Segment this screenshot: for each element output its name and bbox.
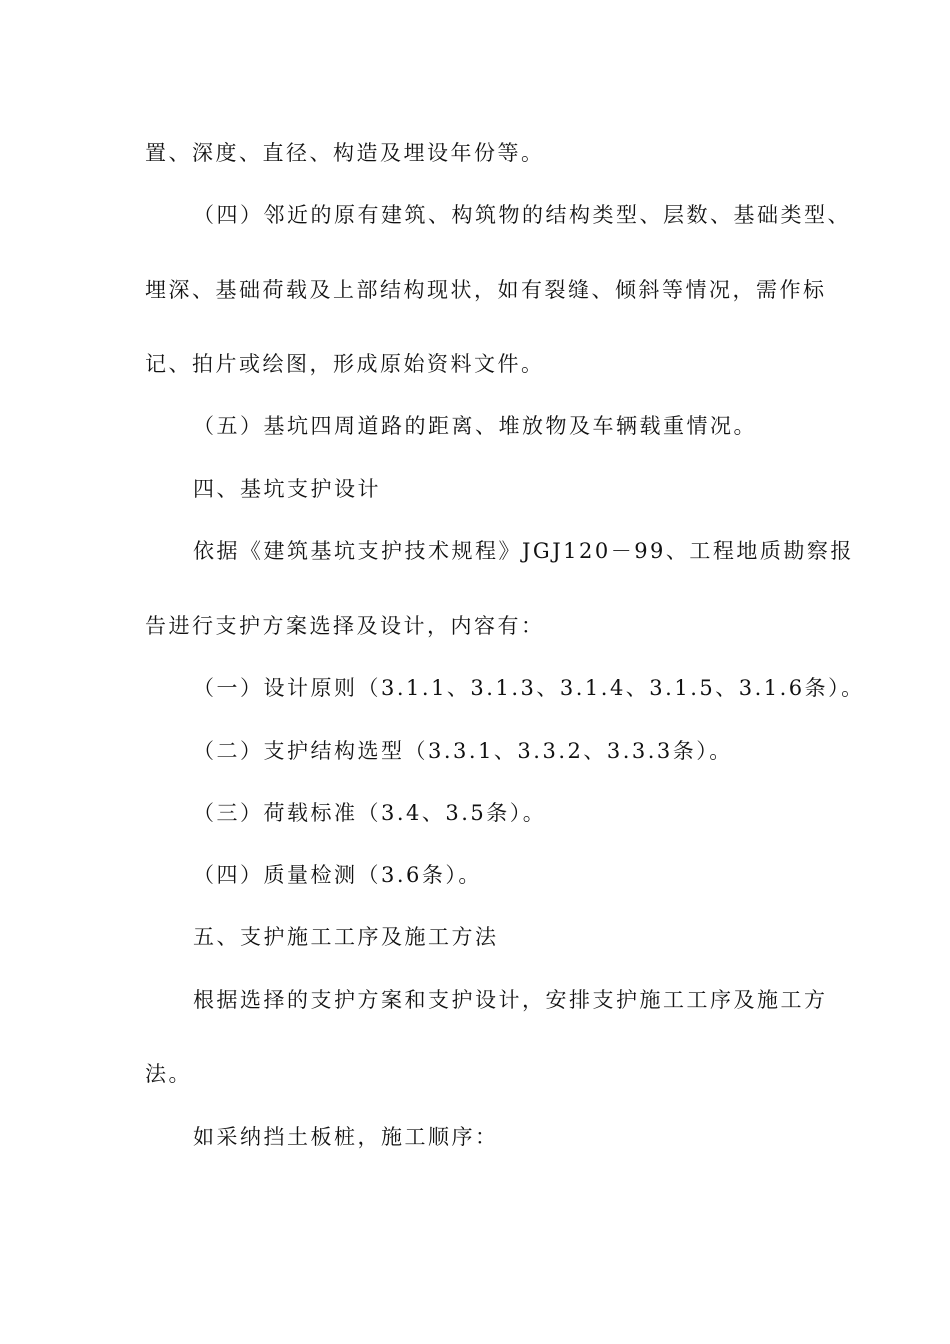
text-line: 记、拍片或绘图，形成原始资料文件。	[145, 352, 545, 376]
text-line: （四）邻近的原有建筑、构筑物的结构类型、层数、基础类型、	[193, 203, 851, 227]
text-line: 依据《建筑基坑支护技术规程》JGJ120－99、工程地质勘察报	[193, 539, 854, 563]
text-line: 置、深度、直径、构造及埋设年份等。	[145, 141, 545, 165]
list-item: （二）支护结构选型（3.3.1、3.3.2、3.3.3条）。	[193, 739, 733, 763]
text-line: 埋深、基础荷载及上部结构现状，如有裂缝、倾斜等情况，需作标	[145, 278, 827, 302]
list-item: （四）质量检测（3.6条）。	[193, 863, 482, 887]
text-line: （五）基坑四周道路的距离、堆放物及车辆载重情况。	[193, 414, 757, 438]
text-line: 法。	[145, 1062, 192, 1086]
text-line: 告进行支护方案选择及设计，内容有：	[145, 614, 545, 638]
text-line: 根据选择的支护方案和支护设计，安排支护施工工序及施工方	[193, 988, 828, 1012]
section-heading: 五、支护施工工序及施工方法	[193, 925, 499, 949]
section-heading: 四、基坑支护设计	[193, 477, 381, 501]
list-item: （三）荷载标准（3.4、3.5条）。	[193, 801, 547, 825]
text-line: 如采纳挡土板桩，施工顺序：	[193, 1125, 499, 1149]
list-item: （一）设计原则（3.1.1、3.1.3、3.1.4、3.1.5、3.1.6条）。	[193, 676, 865, 700]
